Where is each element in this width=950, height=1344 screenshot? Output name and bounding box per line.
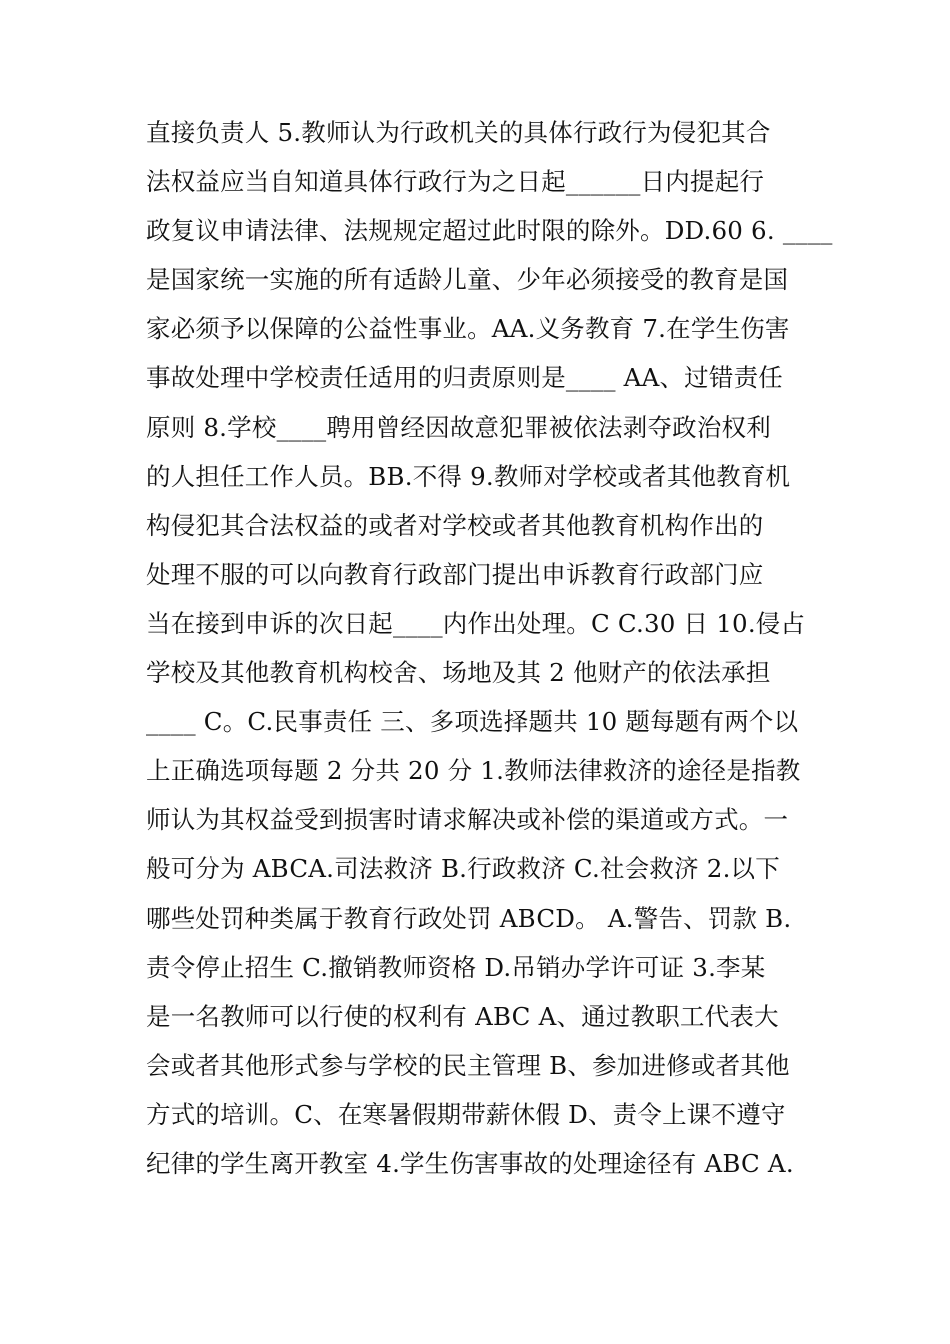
text-line: 法权益应当自知道具体行政行为之日起______日内提起行: [146, 167, 765, 197]
text-line: 的人担任工作人员。BB.不得 9.教师对学校或者其他教育机: [146, 461, 791, 491]
text-line: 构侵犯其合法权益的或者对学校或者其他教育机构作出的: [146, 510, 764, 540]
text-line: 事故处理中学校责任适用的归责原则是____ AA、过错责任: [146, 363, 783, 393]
text-line: 当在接到申诉的次日起____内作出处理。C C.30 日 10.侵占: [146, 608, 806, 638]
text-line: 家必须予以保障的公益性事业。AA.义务教育 7.在学生伤害: [146, 314, 790, 344]
text-line: 是一名教师可以行使的权利有 ABC A、通过教职工代表大: [146, 1001, 779, 1031]
text-line: 会或者其他形式参与学校的民主管理 B、参加进修或者其他: [146, 1050, 790, 1080]
text-line: 原则 8.学校____聘用曾经因故意犯罪被依法剥夺政治权利: [146, 412, 771, 442]
text-line: 政复议申请法律、法规规定超过此时限的除外。DD.60 6. ____: [146, 216, 833, 246]
body-text: [146, 113, 833, 1193]
text-line: 哪些处罚种类属于教育行政处罚 ABCD。 A.警告、罚款 B.: [146, 903, 792, 933]
text-line: 是国家统一实施的所有适龄儿童、少年必须接受的教育是国: [146, 265, 789, 295]
text-line: 方式的培训。C、在寒暑假期带薪休假 D、责令上课不遵守: [146, 1099, 786, 1129]
text-line: ____ C。C.民事责任 三、多项选择题共 10 题每题有两个以: [146, 707, 799, 737]
text-line: 处理不服的可以向教育行政部门提出申诉教育行政部门应: [146, 559, 764, 589]
text-line: 师认为其权益受到损害时请求解决或补偿的渠道或方式。一: [146, 805, 789, 835]
text-line: 纪律的学生离开教室 4.学生伤害事故的处理途径有 ABC A.: [146, 1148, 794, 1178]
text-line: 上正确选项每题 2 分共 20 分 1.教师法律救济的途径是指教: [146, 756, 801, 786]
text-line: 般可分为 ABCA.司法救济 B.行政救济 C.社会救济 2.以下: [146, 854, 780, 884]
text-line: 直接负责人 5.教师认为行政机关的具体行政行为侵犯其合: [146, 118, 771, 147]
text-line: 责令停止招生 C.撤销教师资格 D.吊销办学许可证 3.李某: [146, 952, 766, 982]
text-line: 学校及其他教育机构校舍、场地及其 2 他财产的依法承担: [146, 658, 771, 688]
